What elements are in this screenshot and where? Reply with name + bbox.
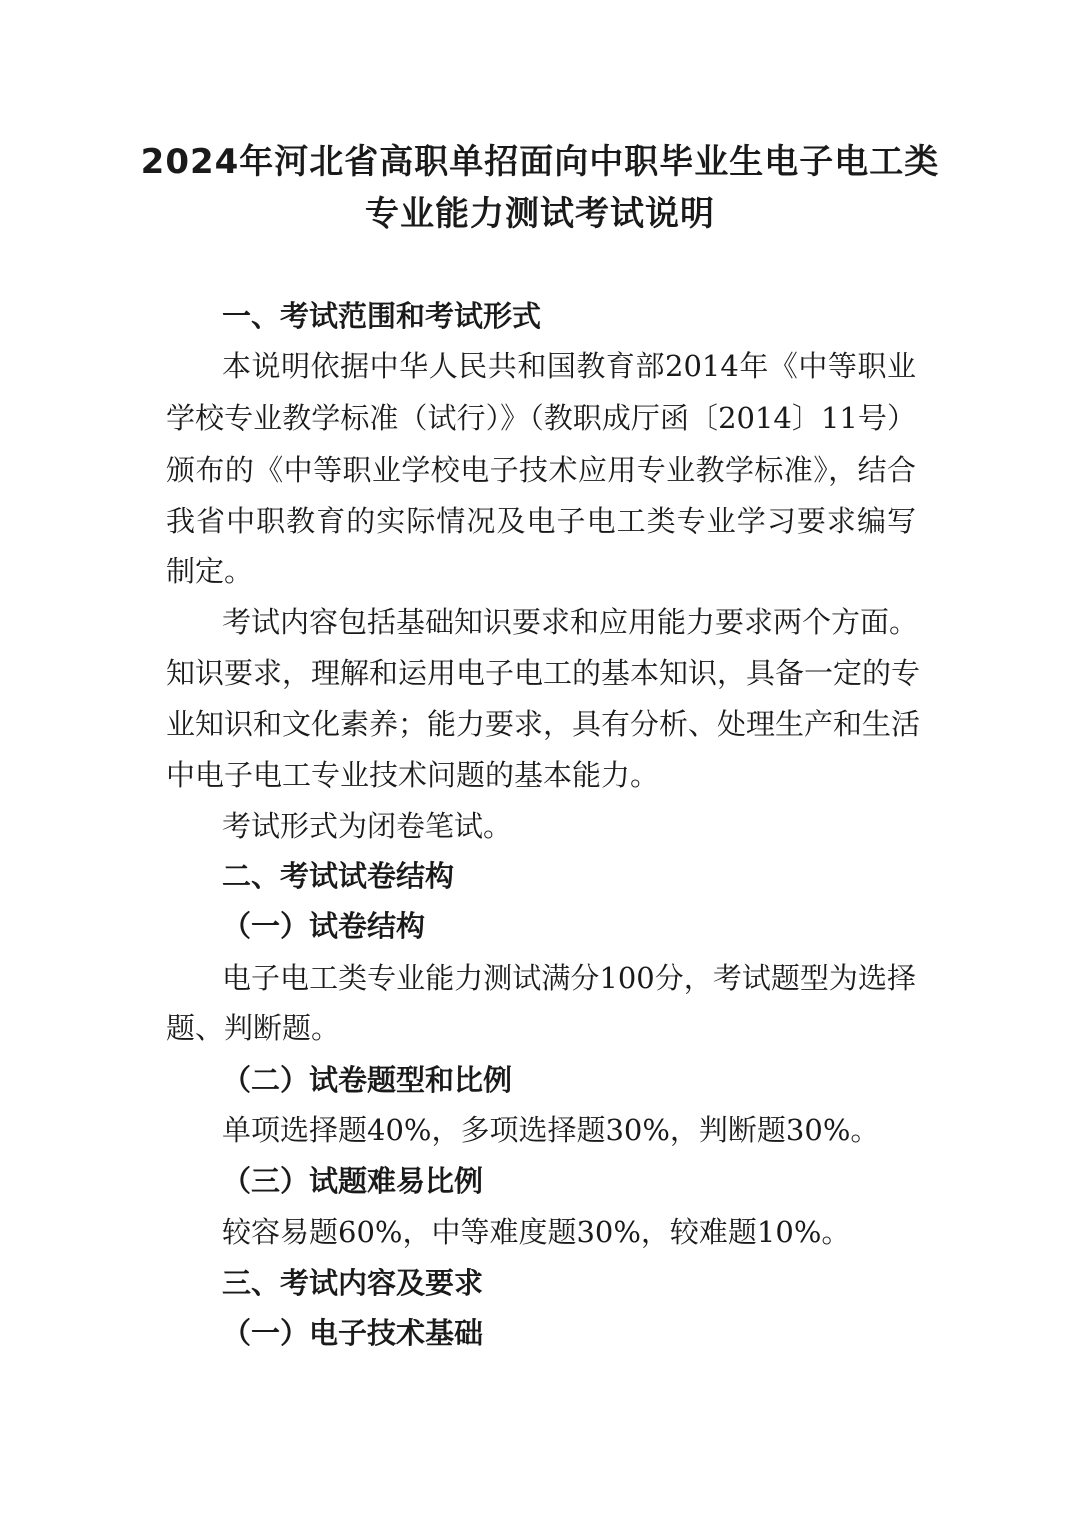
document-title-line-1: 2024年河北省高职单招面向中职毕业生电子电工类 [140, 142, 940, 182]
section-2-sub-3-text: 较容易题60%，中等难度题30%，较难题10%。 [222, 1215, 851, 1249]
section-2-sub-2-heading: （二）试卷题型和比例 [222, 1063, 513, 1097]
section-1-heading: 一、考试范围和考试形式 [222, 299, 542, 333]
section-1-para-1-line-5: 制定。 [166, 554, 254, 588]
section-1-para-3: 考试形式为闭卷笔试。 [222, 809, 513, 843]
section-3-sub-1-heading: （一）电子技术基础 [222, 1316, 484, 1350]
section-2-sub-3-heading: （三）试题难易比例 [222, 1164, 484, 1198]
section-1-para-1-line-2: 学校专业教学标准（试行）》（教职成厅函〔2014〕11号） [166, 401, 916, 435]
section-1-para-2-line-2: 知识要求，理解和运用电子电工的基本知识，具备一定的专 [166, 656, 921, 690]
section-1-para-2-line-4: 中电子电工专业技术问题的基本能力。 [166, 758, 660, 792]
section-2-sub-1-line-1: 电子电工类专业能力测试满分100分，考试题型为选择 [222, 961, 916, 995]
section-1-para-2-line-3: 业知识和文化素养；能力要求，具有分析、处理生产和生活 [166, 707, 921, 741]
section-3-heading: 三、考试内容及要求 [222, 1266, 484, 1300]
section-2-heading: 二、考试试卷结构 [222, 859, 455, 893]
section-1-para-1-line-3: 颁布的《中等职业学校电子技术应用专业教学标准》，结合 [166, 453, 916, 487]
section-1-para-1-line-1: 本说明依据中华人民共和国教育部2014年《中等职业 [222, 349, 916, 383]
section-1-para-2-line-1: 考试内容包括基础知识要求和应用能力要求两个方面。 [222, 605, 919, 639]
section-2-sub-1-heading: （一）试卷结构 [222, 909, 426, 943]
section-2-sub-2-text: 单项选择题40%，多项选择题30%，判断题30%。 [222, 1113, 880, 1147]
document-title-line-2: 专业能力测试考试说明 [365, 194, 715, 234]
section-1-para-1-line-4: 我省中职教育的实际情况及电子电工类专业学习要求编写 [166, 504, 916, 538]
section-2-sub-1-line-2: 题、判断题。 [166, 1011, 341, 1045]
